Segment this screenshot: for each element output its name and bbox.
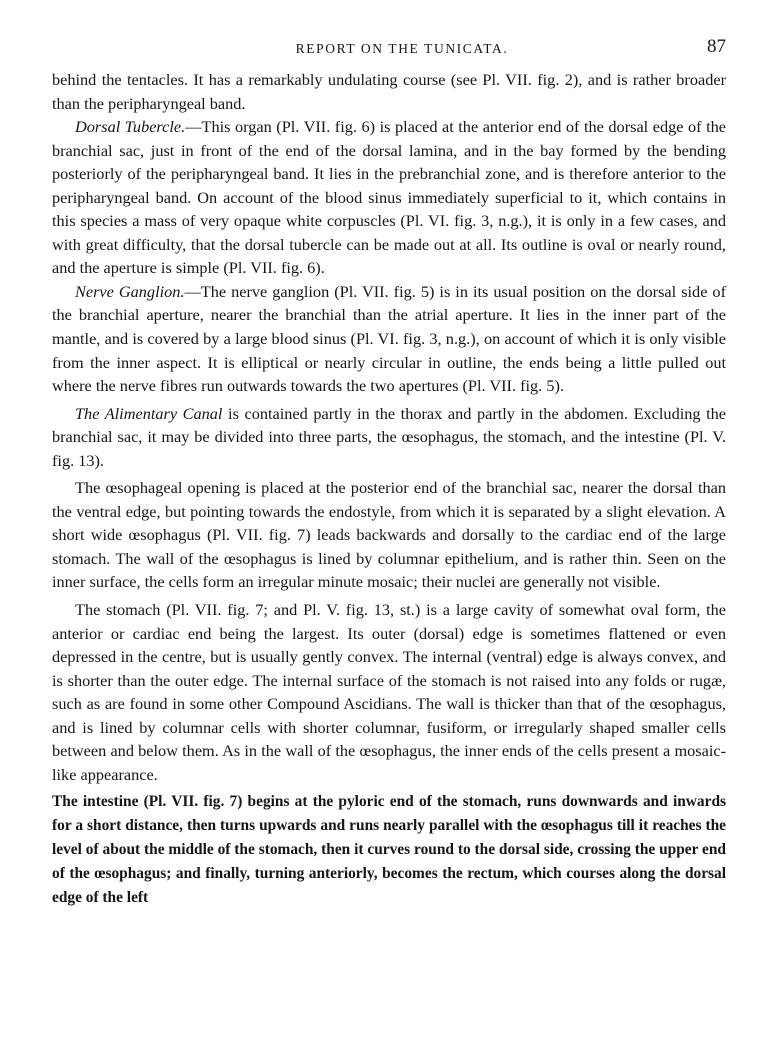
paragraph-tentacles-continuation: [52, 68, 726, 115]
body-text: [52, 68, 726, 910]
paragraph-stomach: [52, 598, 726, 786]
section-heading: The Alimentary Canal: [75, 403, 223, 423]
section-heading: Dorsal Tubercle.: [75, 117, 186, 137]
paragraph-intestine: [52, 790, 726, 910]
paragraph-oesophagus: [52, 476, 726, 594]
paragraph-text: behind the tentacles. It has a remarkably undulating course (see Pl. VII. fig. 2), and is rather broader than the peripharyngeal band.: [52, 70, 726, 113]
paragraph-text: —The nerve ganglion (Pl. VII. fig. 5) is in its usual position on the dorsal side of the branchial aperture, nearer the branchial than the atrial aperture. It lies in the inner part of the mantle, and is covered by a large blood sinus (Pl. VI. fig. 3, n.g.), on account of which it is only visible from the inner aspect. It is elliptical or nearly circular in outline, the ends being a little pulled out where the nerve fibres run outwards towards the two apertures (Pl. VII. fig. 5).: [52, 281, 726, 396]
paragraph-text: The œsophageal opening is placed at the posterior end of the branchial sac, nearer the dorsal than the ventral edge, but pointing towards the endostyle, from which it is separated by a slight elevation. A short wide œsophagus (Pl. VII. fig. 7) leads backwards and dorsally to the cardiac end of the large stomach. The wall of the œsophagus is lined by columnar epithelium, and is rather thin. Seen on the inner surface, the cells form an irregular minute mosaic; their nuclei are generally not visible.: [52, 478, 726, 592]
paragraph-text: —This organ (Pl. VII. fig. 6) is placed at the anterior end of the dorsal edge of the branchial sac, just in front of the end of the dorsal lamina, and in the bay formed by the bending posteriorly of the peripharyngeal band. It lies in the prebranchial zone, and is therefore anterior to the peripharyngeal band. On account of the blood sinus immediately superficial to it, which contains in this species a mass of very opaque white corpuscles (Pl. VI. fig. 3, n.g.), it is only in a few cases, and with great difficulty, that the dorsal tubercle can be made out at all. Its outline is oval or nearly round, and the aperture is simple (Pl. VII. fig. 6).: [52, 117, 726, 278]
section-heading: Nerve Ganglion.: [75, 281, 185, 301]
paragraph-dorsal-tubercle: [52, 115, 726, 280]
paragraph-nerve-ganglion: [52, 280, 726, 398]
paragraph-text: The stomach (Pl. VII. fig. 7; and Pl. V. fig. 13, st.) is a large cavity of somewhat oval form, the anterior or cardiac end being the largest. Its outer (dorsal) edge is sometimes flattened or even depressed in the centre, but is usually gently convex. The internal (ventral) edge is always convex, and is shorter than the outer edge. The internal surface of the stomach is not raised into any folds or rugæ, such as are found in some other Compound Ascidians. The wall is thicker than that of the œsophagus, and is lined by columnar cells with shorter columnar, fusiform, or irregularly shaped smaller cells between and below them. As in the wall of the œsophagus, the inner ends of the cells present a mosaic-like appearance.: [52, 600, 726, 784]
page-number: 87: [707, 36, 726, 57]
page: [52, 38, 726, 910]
paragraph-text: is contained partly in the thorax and partly in the abdomen. Excluding the branchial sac, it may be divided into three parts, the œsophagus, the stomach, and the intestine (Pl. V. fig. 13).: [52, 403, 726, 470]
paragraph-text: The intestine (Pl. VII. fig. 7) begins at the pyloric end of the stomach, runs downwards and inwards for a short distance, then turns upwards and runs nearly parallel with the œsophagus till it reaches the level of about the middle of the stomach, then it curves round to the dorsal side, crossing the upper end of the œsophagus; and finally, turning anteriorly, becomes the rectum, which courses along the dorsal edge of the left: [52, 793, 726, 907]
page-header: [52, 38, 726, 68]
running-head: REPORT ON THE TUNICATA.: [295, 41, 509, 56]
paragraph-alimentary-canal: [52, 402, 726, 473]
